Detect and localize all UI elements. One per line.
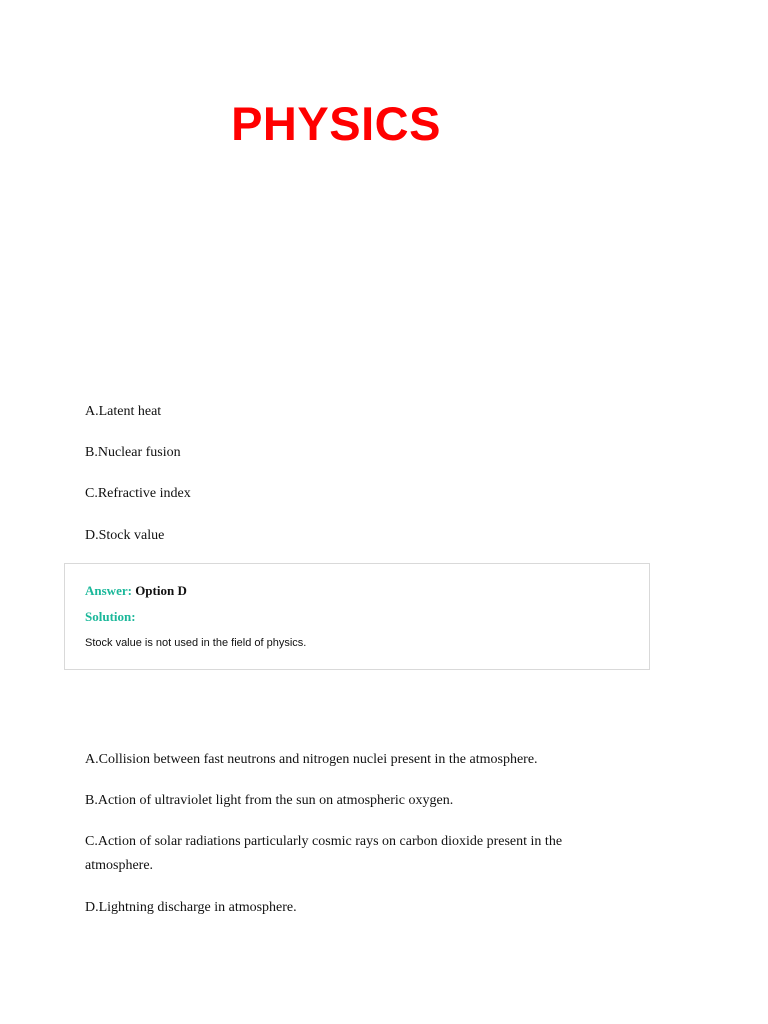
answer-value: Option D	[135, 583, 187, 598]
solution-label: Solution:	[85, 609, 136, 624]
answer-box	[64, 563, 650, 670]
option-b: B.Action of ultraviolet light from the sun on atmospheric oxygen.	[85, 793, 454, 808]
option-c: C.Action of solar radiations particularly cosmic rays on carbon dioxide present in the atmosphere.	[85, 834, 563, 873]
answer-line	[85, 582, 187, 600]
option-a: A.Latent heat	[85, 404, 162, 419]
option-d: D.Stock value	[85, 528, 165, 543]
option-a: A.Collision between fast neutrons and nitrogen nuclei present in the atmosphere.	[85, 752, 538, 767]
option-c: C.Refractive index	[85, 486, 191, 501]
option-b: B.Nuclear fusion	[85, 445, 181, 460]
solution-text: Stock value is not used in the field of physics.	[85, 637, 307, 649]
page-title: PHYSICS	[231, 97, 441, 150]
answer-label: Answer:	[85, 583, 132, 598]
option-d: D.Lightning discharge in atmosphere.	[85, 900, 297, 915]
